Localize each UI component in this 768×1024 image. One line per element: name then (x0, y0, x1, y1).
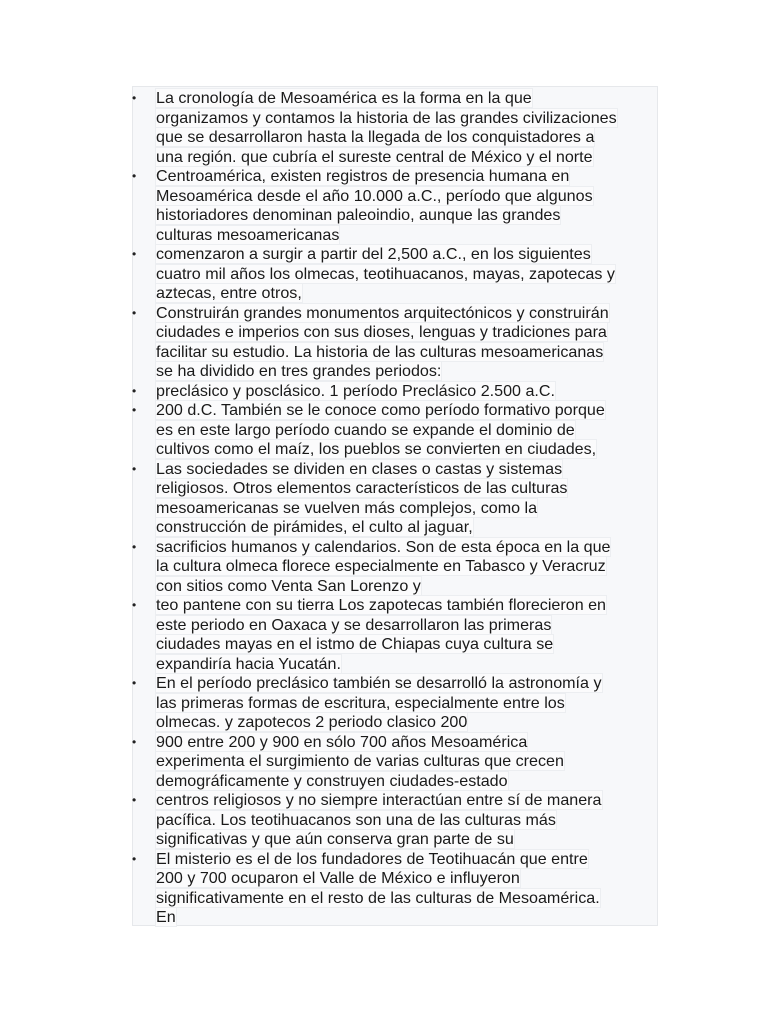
text-line (156, 674, 657, 694)
text-line (156, 421, 657, 441)
list-item (133, 791, 657, 850)
text-line-content: centros religiosos y no siempre interactúan entre sí de manera (156, 791, 602, 809)
text-line (156, 187, 657, 207)
text-line (156, 89, 657, 109)
text-line-content: 200 y 700 ocuparon el Valle de México e influyeron (156, 869, 520, 887)
text-line (156, 752, 657, 772)
text-line (156, 167, 657, 187)
text-line (156, 811, 657, 831)
text-line-content: cultivos como el maíz, los pueblos se convierten en ciudades, (156, 440, 597, 458)
text-line-content: En (156, 908, 176, 926)
text-line (156, 440, 657, 460)
text-line (156, 226, 657, 246)
text-line (156, 284, 657, 304)
text-line (156, 206, 657, 226)
list-item (133, 401, 657, 460)
text-line-content: mesoamericanas se vuelven más complejos, como la (156, 498, 538, 517)
text-line-content: aztecas, entre otros, (156, 284, 302, 302)
text-line-content: El misterio es el de los fundadores de Teotihuacán que entre (156, 849, 588, 868)
text-line-content: 900 entre 200 y 900 en sólo 700 años Mesoamérica (156, 732, 528, 751)
text-line-content: se ha dividido en tres grandes periodos: (156, 362, 442, 380)
text-line-content: este periodo en Oaxaca y se desarrollaron las primeras (156, 615, 552, 634)
text-line (156, 616, 657, 636)
text-line-content: olmecas. y zapotecos 2 periodo clasico 200 (156, 713, 468, 731)
text-line (156, 245, 657, 265)
text-line (156, 148, 657, 168)
list-item (133, 89, 657, 167)
list-item (133, 304, 657, 382)
bullet-list (133, 89, 657, 928)
text-line (156, 304, 657, 324)
text-line (156, 694, 657, 714)
text-line-content: Centroamérica, existen registros de presencia humana en (156, 167, 570, 185)
text-line-content: teo pantene con su tierra Los zapotecas también florecieron en (156, 596, 607, 614)
text-line (156, 850, 657, 870)
text-line (156, 889, 657, 909)
text-line-content: En el período preclásico también se desarrolló la astronomía y (156, 674, 602, 692)
text-line-content: sacrificios humanos y calendarios. Son de esta época en la que (156, 537, 611, 556)
list-item (133, 245, 657, 304)
text-line (156, 635, 657, 655)
list-item (133, 538, 657, 597)
text-line (156, 382, 657, 402)
text-line (156, 362, 657, 382)
text-line-content: demográficamente y construyen ciudades-estado (156, 771, 508, 790)
list-item (133, 167, 657, 245)
list-item (133, 733, 657, 792)
text-line (156, 713, 657, 733)
text-line (156, 343, 657, 363)
text-line-content: significativas y que aún conserva gran parte de su (156, 830, 514, 848)
text-line (156, 499, 657, 519)
text-line (156, 538, 657, 558)
text-line-content: que se desarrollaron hasta la llegada de los conquistadores a (156, 128, 595, 146)
text-line-content: es en este largo período cuando se expande el dominio de (156, 420, 575, 439)
text-line-content: cuatro mil años los olmecas, teotihuacanos, mayas, zapotecas y (156, 264, 615, 283)
text-line-content: culturas mesoamericanas (156, 225, 340, 244)
list-item (133, 382, 657, 402)
text-line (156, 869, 657, 889)
list-item (133, 674, 657, 733)
text-line (156, 128, 657, 148)
text-line (156, 265, 657, 285)
text-line-content: con sitios como Venta San Lorenzo y (156, 576, 421, 595)
text-line-content: comenzaron a surgir a partir del 2,500 a.C., en los siguientes (156, 245, 591, 263)
document-text-block (132, 86, 658, 926)
text-line (156, 772, 657, 792)
text-line-content: construcción de pirámides, el culto al jaguar, (156, 518, 473, 536)
text-line (156, 460, 657, 480)
text-line (156, 655, 657, 675)
text-line (156, 577, 657, 597)
text-line (156, 596, 657, 616)
text-line (156, 109, 657, 129)
text-line-content: la cultura olmeca florece especialmente en Tabasco y Veracruz (156, 557, 606, 575)
text-line (156, 908, 657, 928)
text-line (156, 401, 657, 421)
text-line (156, 479, 657, 499)
text-line-content: 200 d.C. También se le conoce como período formativo porque (156, 401, 605, 419)
text-line-content: religiosos. Otros elementos característicos de las culturas (156, 479, 568, 497)
text-line-content: pacífica. Los teotihuacanos son una de las culturas más (156, 810, 556, 829)
text-line-content: La cronología de Mesoamérica es la forma en la que (156, 89, 532, 107)
text-line-content: las primeras formas de escritura, especialmente entre los (156, 693, 565, 712)
text-line (156, 791, 657, 811)
text-line-content: ciudades mayas en el istmo de Chiapas cuya cultura se (156, 635, 554, 653)
text-line-content: Mesoamérica desde el año 10.000 a.C., período que algunos (156, 186, 593, 205)
text-line-content: facilitar su estudio. La historia de las culturas mesoamericanas (156, 342, 604, 361)
text-line-content: expandiría hacia Yucatán. (156, 654, 341, 673)
text-line-content: Las sociedades se dividen en clases o castas y sistemas (156, 459, 563, 478)
text-line-content: organizamos y contamos la historia de las grandes civilizaciones (156, 108, 617, 127)
text-line (156, 518, 657, 538)
list-item (133, 850, 657, 928)
text-line (156, 323, 657, 343)
list-item (133, 596, 657, 674)
text-line-content: una región. que cubría el sureste central de México y el norte (156, 147, 593, 166)
text-line-content: experimenta el surgimiento de varias culturas que crecen (156, 752, 564, 770)
text-line-content: ciudades e imperios con sus dioses, lenguas y tradiciones para (156, 323, 607, 341)
text-line (156, 733, 657, 753)
text-line (156, 557, 657, 577)
list-item (133, 460, 657, 538)
text-line-content: preclásico y posclásico. 1 período Preclásico 2.500 a.C. (156, 381, 555, 400)
text-line-content: significativamente en el resto de las culturas de Mesoamérica. (156, 888, 600, 907)
text-line-content: Construirán grandes monumentos arquitectónicos y construirán (156, 303, 609, 322)
text-line-content: historiadores denominan paleoindio, aunque las grandes (156, 206, 561, 224)
text-line (156, 830, 657, 850)
